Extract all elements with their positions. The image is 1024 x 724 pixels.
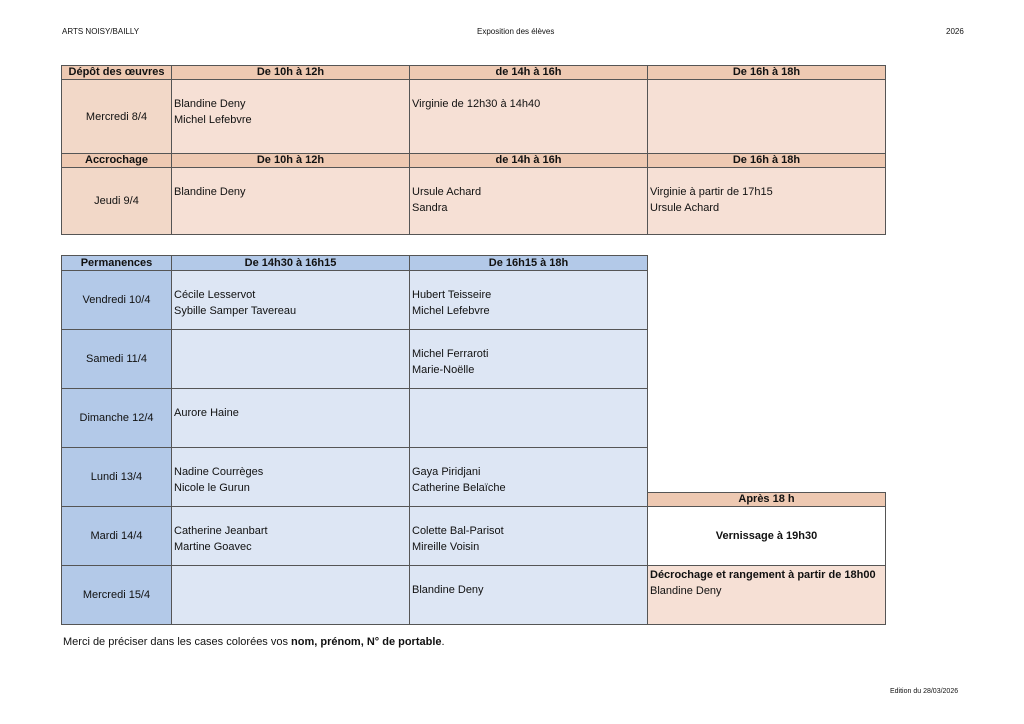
depot-label: Dépôt des œuvres bbox=[62, 66, 172, 80]
volunteer-name: Catherine Jeanbart bbox=[174, 525, 268, 537]
volunteer-name: Gaya Piridjani bbox=[412, 466, 481, 478]
volunteer-name: Nadine Courrèges bbox=[174, 466, 264, 478]
accrochage-slot-3: De 16h à 18h bbox=[648, 154, 886, 168]
volunteer-name: Cécile Lesservot bbox=[174, 289, 256, 301]
volunteer-name: Michel Lefebvre bbox=[412, 305, 490, 317]
volunteer-name: Virginie de 12h30 à 14h40 bbox=[412, 98, 541, 110]
permanences-header-row bbox=[62, 256, 648, 271]
depot-header-row bbox=[62, 66, 886, 80]
volunteer-name: Blandine Deny bbox=[174, 98, 246, 110]
volunteer-name: Nicole le Gurun bbox=[174, 482, 250, 494]
permanence-day: Vendredi 10/4 bbox=[62, 271, 172, 330]
depot-row bbox=[62, 80, 886, 154]
permanence-row bbox=[62, 330, 648, 389]
permanence-day: Mardi 14/4 bbox=[62, 507, 172, 566]
edition-date: Edition du 28/03/2026 bbox=[890, 688, 959, 695]
note-bold: nom, prénom, N° de portable bbox=[291, 636, 442, 648]
volunteer-name: Blandine Deny bbox=[412, 584, 484, 596]
permanence-row bbox=[62, 271, 648, 330]
document-title: Exposition des élèves bbox=[477, 27, 555, 36]
volunteer-name: Marie-Noëlle bbox=[412, 364, 475, 376]
accrochage-slot-1: De 10h à 12h bbox=[172, 154, 410, 168]
permanence-cell-late[interactable] bbox=[410, 389, 648, 448]
apres-18h-table bbox=[647, 492, 886, 625]
depot-accrochage-table bbox=[61, 65, 886, 235]
note-prefix: Merci de préciser dans les cases colorées vos bbox=[63, 636, 292, 648]
depot-day: Mercredi 8/4 bbox=[62, 80, 172, 154]
volunteer-name: Ursule Achard bbox=[412, 186, 482, 198]
volunteer-name: Martine Goavec bbox=[174, 541, 252, 553]
permanence-day: Samedi 11/4 bbox=[62, 330, 172, 389]
permanence-cell-late[interactable] bbox=[410, 507, 648, 566]
permanence-cell-early[interactable] bbox=[172, 389, 410, 448]
volunteer-name: Hubert Teisseire bbox=[412, 289, 492, 301]
permanences-slot-2: De 16h15 à 18h bbox=[410, 256, 648, 271]
permanence-row bbox=[62, 507, 648, 566]
volunteer-name: Blandine Deny bbox=[650, 585, 722, 597]
permanence-cell-early[interactable] bbox=[172, 448, 410, 507]
permanence-cell-late[interactable] bbox=[410, 566, 648, 625]
permanences-table bbox=[61, 255, 648, 625]
instruction-note bbox=[63, 636, 445, 648]
accrochage-day: Jeudi 9/4 bbox=[62, 168, 172, 235]
permanence-day: Mercredi 15/4 bbox=[62, 566, 172, 625]
permanence-row bbox=[62, 389, 648, 448]
accrochage-row bbox=[62, 168, 886, 235]
decrochage-title: Décrochage et rangement à partir de 18h00 bbox=[650, 569, 876, 581]
accrochage-label: Accrochage bbox=[62, 154, 172, 168]
permanence-day: Dimanche 12/4 bbox=[62, 389, 172, 448]
volunteer-name: Colette Bal-Parisot bbox=[412, 525, 504, 537]
accrochage-slot-2: de 14h à 16h bbox=[410, 154, 648, 168]
apres-header: Après 18 h bbox=[648, 493, 886, 507]
permanence-day: Lundi 13/4 bbox=[62, 448, 172, 507]
accrochage-cell-1[interactable] bbox=[172, 168, 410, 235]
depot-cell-1[interactable] bbox=[172, 80, 410, 154]
permanences-slot-1: De 14h30 à 16h15 bbox=[172, 256, 410, 271]
depot-cell-3[interactable] bbox=[648, 80, 886, 154]
club-name: ARTS NOISY/BAILLY bbox=[62, 27, 140, 36]
permanence-cell-late[interactable] bbox=[410, 448, 648, 507]
depot-slot-3: De 16h à 18h bbox=[648, 66, 886, 80]
volunteer-name: Virginie à partir de 17h15 bbox=[650, 186, 773, 198]
note-suffix: . bbox=[441, 636, 445, 648]
depot-slot-2: de 14h à 16h bbox=[410, 66, 648, 80]
volunteer-name: Sandra bbox=[412, 202, 448, 214]
volunteer-name: Aurore Haine bbox=[174, 407, 239, 419]
depot-cell-2[interactable] bbox=[410, 80, 648, 154]
permanence-cell-early[interactable] bbox=[172, 566, 410, 625]
accrochage-cell-3[interactable] bbox=[648, 168, 886, 235]
volunteer-name: Mireille Voisin bbox=[412, 541, 480, 553]
accrochage-cell-2[interactable] bbox=[410, 168, 648, 235]
document-year: 2026 bbox=[946, 27, 964, 36]
volunteer-name: Ursule Achard bbox=[650, 202, 720, 214]
permanence-cell-late[interactable] bbox=[410, 330, 648, 389]
permanences-label: Permanences bbox=[62, 256, 172, 271]
volunteer-name: Michel Ferraroti bbox=[412, 348, 489, 360]
permanence-cell-early[interactable] bbox=[172, 271, 410, 330]
vernissage-cell: Vernissage à 19h30 bbox=[648, 507, 886, 566]
permanence-cell-late[interactable] bbox=[410, 271, 648, 330]
decrochage-cell[interactable] bbox=[648, 566, 886, 625]
depot-slot-1: De 10h à 12h bbox=[172, 66, 410, 80]
permanence-row bbox=[62, 448, 648, 507]
permanence-cell-early[interactable] bbox=[172, 507, 410, 566]
volunteer-name: Blandine Deny bbox=[174, 186, 246, 198]
volunteer-name: Sybille Samper Tavereau bbox=[174, 305, 297, 317]
permanence-row bbox=[62, 566, 648, 625]
accrochage-header-row bbox=[62, 154, 886, 168]
volunteer-name: Michel Lefebvre bbox=[174, 114, 252, 126]
permanence-cell-early[interactable] bbox=[172, 330, 410, 389]
volunteer-name: Catherine Belaïche bbox=[412, 482, 506, 494]
